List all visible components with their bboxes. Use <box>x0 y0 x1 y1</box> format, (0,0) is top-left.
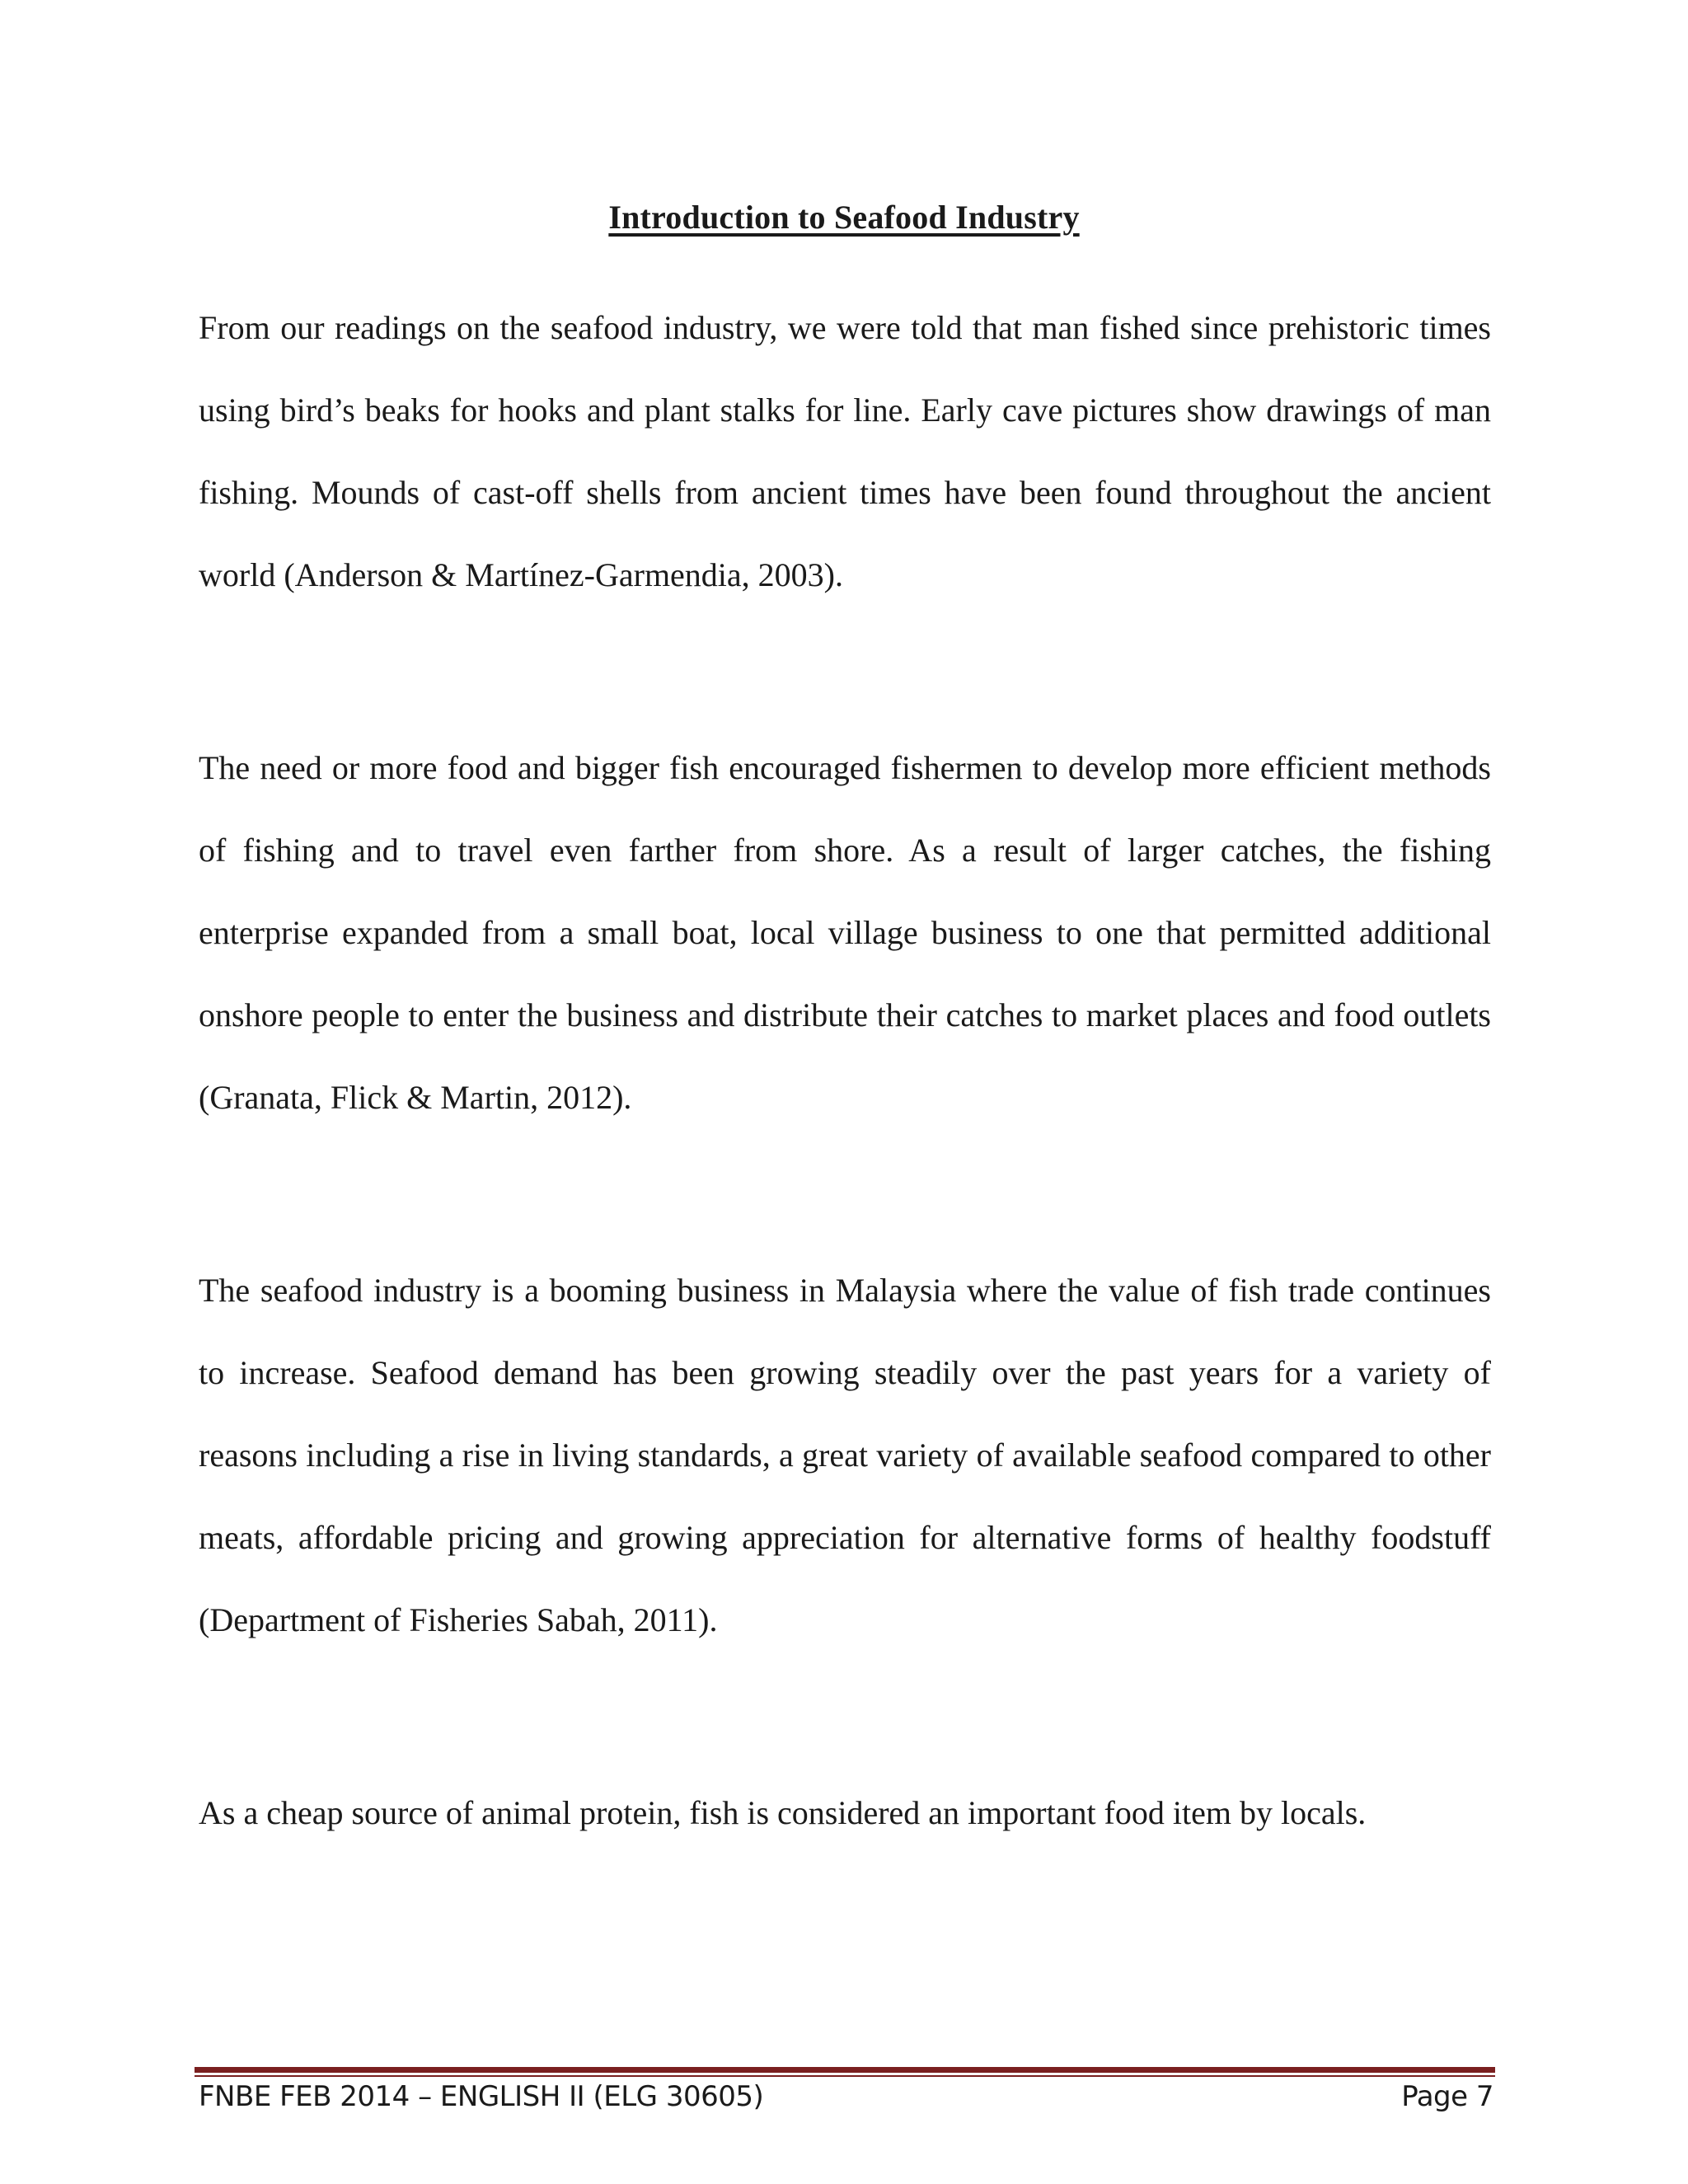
footer-page-number: Page 7 <box>1401 2080 1493 2113</box>
paragraph-2: The need or more food and bigger fish encouraged fishermen to develop more efficient methods of fishing and to travel even farther from shore. As a result of larger catches, the fishing enterprise expanded from a small boat, local village business to one that permitted additional onshore people to enter the business and distribute their catches to market places and food outlets (Granata, Flick & Martin, 2012). <box>199 749 1491 1116</box>
paragraph-4: As a cheap source of animal protein, fish is considered an important food item by locals. <box>199 1794 1367 1831</box>
paragraph-1: From our readings on the seafood industry, we were told that man fished since prehistoric times using bird’s beaks for hooks and plant stalks for line. Early cave pictures show drawings of man fishing. Mounds of cast-off shells from ancient times have been found throughout the ancient world (Anderson & Martínez-Garmendia, 2003). <box>199 309 1491 593</box>
page-title: Introduction to Seafood Industry <box>608 199 1080 236</box>
paragraph-3: The seafood industry is a booming business in Malaysia where the value of fish trade continues to increase. Seafood demand has been growing steadily over the past years for a variety of reasons including a rise in living standards, a great variety of available seafood compared to other meats, affordable pricing and growing appreciation for alternative forms of healthy foodstuff (Department of Fisheries Sabah, 2011). <box>199 1272 1491 1638</box>
footer-course-label: FNBE FEB 2014 – ENGLISH II (ELG 30605) <box>199 2080 764 2113</box>
footer-rule <box>195 2067 1495 2073</box>
footer-rule-thin <box>195 2075 1495 2077</box>
